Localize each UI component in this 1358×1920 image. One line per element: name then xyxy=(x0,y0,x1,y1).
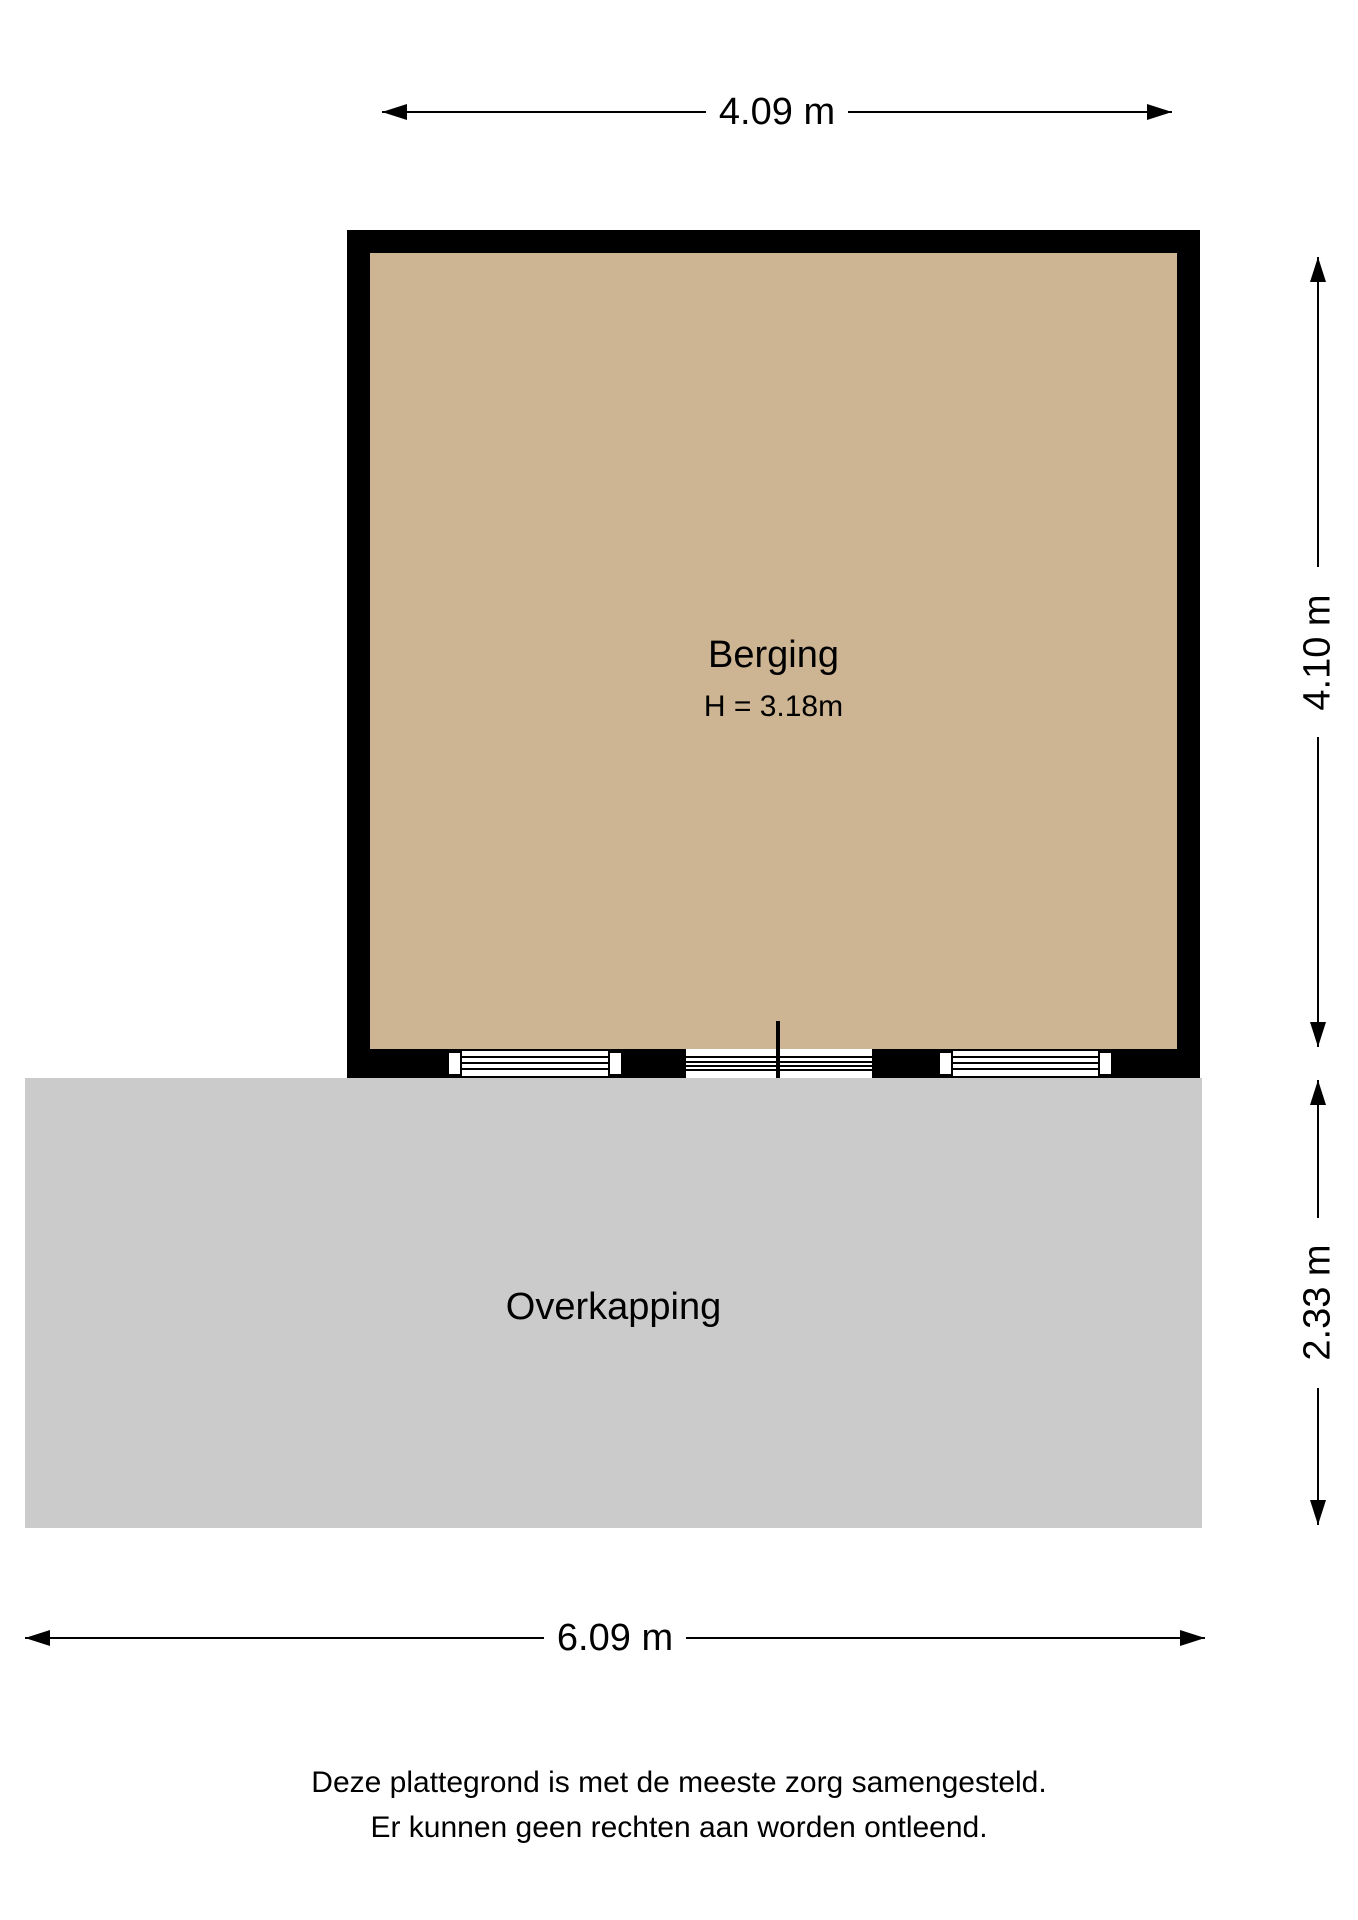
room-label-berging: Berging xyxy=(708,634,839,676)
glazing-line xyxy=(461,1062,609,1064)
arrowhead-left-icon xyxy=(382,104,407,120)
wall-bottom xyxy=(347,1049,1200,1078)
dimension-right-lower-labelbox xyxy=(1298,1218,1338,1388)
glazing-line xyxy=(952,1062,1099,1064)
glazing-line xyxy=(952,1068,1099,1070)
dimension-right-upper xyxy=(1298,257,1338,1047)
dimension-line xyxy=(686,1637,1205,1639)
wall-segment xyxy=(1113,1049,1200,1078)
dimension-line xyxy=(1317,737,1319,1047)
disclaimer-line2: Er kunnen geen rechten aan worden ontleend. xyxy=(370,1811,988,1844)
arrowhead-right-icon xyxy=(1147,104,1172,120)
arrowhead-right-icon xyxy=(1180,1630,1205,1646)
dimension-right-lower xyxy=(1298,1080,1338,1525)
window xyxy=(447,1049,623,1078)
dimension-line xyxy=(848,111,1172,113)
dimension-line xyxy=(382,111,706,113)
wall-left xyxy=(347,230,370,1078)
window-frame-cap xyxy=(447,1051,462,1076)
wall-right xyxy=(1177,230,1200,1078)
dimension-right-upper-label: 4.10 m xyxy=(1296,593,1339,711)
arrowhead-up-icon xyxy=(1310,257,1326,282)
dimension-line xyxy=(25,1637,544,1639)
glazing-line xyxy=(952,1056,1099,1058)
dimension-right-upper-labelbox xyxy=(1298,567,1338,737)
wall-segment xyxy=(623,1049,686,1078)
arrowhead-down-icon xyxy=(1310,1022,1326,1047)
window xyxy=(938,1049,1113,1078)
dimension-right-lower-label: 2.33 m xyxy=(1296,1244,1339,1361)
disclaimer-line1: Deze plattegrond is met de meeste zorg samengesteld. xyxy=(311,1766,1047,1799)
room-label-overkapping: Overkapping xyxy=(505,1286,722,1328)
dimension-top-label: 4.09 m xyxy=(718,90,836,133)
wall-segment xyxy=(872,1049,938,1078)
window-frame-cap xyxy=(608,1051,623,1076)
room-height-label: H = 3.18m xyxy=(703,690,844,723)
window-frame-cap xyxy=(1098,1051,1113,1076)
window-frame-cap xyxy=(938,1051,953,1076)
wall-segment xyxy=(347,1049,447,1078)
glazing-line xyxy=(461,1056,609,1058)
dimension-bottom xyxy=(25,1618,1205,1658)
arrowhead-up-icon xyxy=(1310,1080,1326,1105)
wall-top xyxy=(347,230,1200,253)
dimension-top xyxy=(382,92,1172,132)
glazing-line xyxy=(461,1068,609,1070)
arrowhead-left-icon xyxy=(25,1630,50,1646)
disclaimer xyxy=(0,1760,1358,1850)
arrowhead-down-icon xyxy=(1310,1500,1326,1525)
dimension-line xyxy=(1317,257,1319,567)
dimension-bottom-label: 6.09 m xyxy=(556,1616,674,1659)
